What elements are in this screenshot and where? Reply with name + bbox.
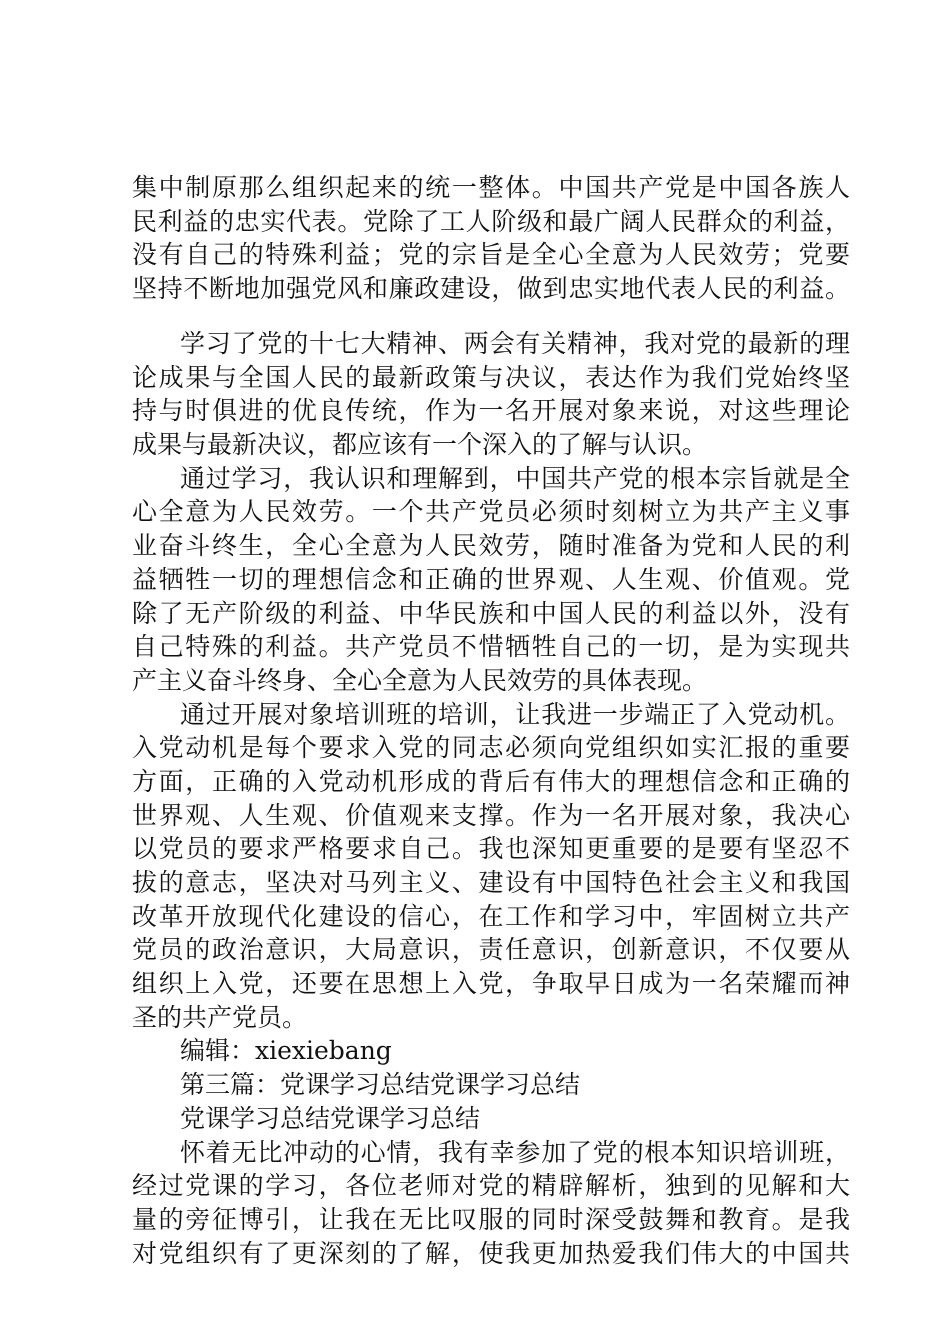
paragraph-party-class: [132, 1136, 850, 1271]
paragraph-continuation: [132, 171, 850, 306]
text-line: 经过党课的学习，各位老师对党的精辟解析，独到的见解和大: [132, 1171, 850, 1201]
text-line: 量的旁征博引，让我在无比叹服的同时深受鼓舞和教育。是我: [132, 1204, 850, 1234]
paragraph-motivation: [132, 698, 850, 1035]
text-line: 学习了党的十七大精神、两会有关精神，我对党的最新的理: [180, 329, 850, 358]
text-line: 通过学习，我认识和理解到，中国共产党的根本宗旨就是全: [180, 463, 850, 493]
section-subheading: [132, 1102, 850, 1136]
text-line: 党员的政治意识，大局意识，责任意识，创新意识，不仅要从: [132, 935, 850, 965]
paragraph-study-spirit: [132, 327, 850, 462]
text-line: 组织上入党，还要在思想上入党，争取早日成为一名荣耀而神: [132, 969, 850, 999]
text-line: 持与时俱进的优良传统，作为一名开展对象来说，对这些理论: [132, 396, 850, 426]
text-line: 业奋斗终生，全心全意为人民效劳，随时准备为党和人民的利: [132, 531, 850, 561]
text-line: 坚持不断地加强党风和廉政建设，做到忠实地代表人民的利益。: [132, 274, 850, 304]
text-line: 以党员的要求严格要求自己。我也深知更重要的是要有坚忍不: [132, 834, 850, 864]
text-line: 对党组织有了更深刻的了解，使我更加热爱我们伟大的中国共: [132, 1238, 850, 1268]
text-line: 拔的意志，坚决对马列主义、建设有中国特色社会主义和我国: [132, 868, 850, 897]
text-line: 自己特殊的利益。共产党员不惜牺牲自己的一切，是为实现共: [132, 632, 850, 662]
text-line: 编辑：xiexiebang: [180, 1036, 392, 1066]
text-line: 民利益的忠实代表。党除了工人阶级和最广阔人民群众的利益，: [132, 206, 850, 236]
text-line: 第三篇：党课学习总结党课学习总结: [180, 1070, 581, 1100]
paragraph-party-purpose: [132, 462, 850, 698]
text-line: 怀着无比冲动的心情，我有幸参加了党的根本知识培训班，: [180, 1137, 850, 1167]
document-body: [132, 327, 850, 1270]
text-line: 除了无产阶级的利益、中华民族和中国人民的利益以外，没有: [132, 598, 850, 628]
text-line: 入党动机是每个要求入党的同志必须向党组织如实汇报的重要: [132, 733, 850, 763]
text-line: 通过开展对象培训班的培训，让我进一步端正了入党动机。: [180, 699, 850, 729]
text-line: 产主义奋斗终身、全心全意为人民效劳的具体表现。: [132, 665, 708, 695]
text-line: 党课学习总结党课学习总结: [180, 1103, 481, 1133]
section-heading: [132, 1068, 850, 1102]
text-line: 集中制原那么组织起来的统一整体。中国共产党是中国各族人: [132, 173, 850, 202]
text-line: 益牺牲一切的理想信念和正确的世界观、人生观、价值观。党: [132, 564, 850, 594]
text-line: 论成果与全国人民的最新政策与决议，表达作为我们党始终坚: [132, 362, 850, 392]
editor-line: [132, 1034, 850, 1068]
text-line: 世界观、人生观、价值观来支撑。作为一名开展对象，我决心: [132, 800, 850, 830]
text-line: 圣的共产党员。: [132, 1002, 308, 1032]
text-line: 方面，正确的入党动机形成的背后有伟大的理想信念和正确的: [132, 766, 850, 796]
text-line: 心全意为人民效劳。一个共产党员必须时刻树立为共产主义事: [132, 497, 850, 527]
text-line: 成果与最新决议，都应该有一个深入的了解与认识。: [132, 430, 708, 460]
text-line: 改革开放现代化建设的信心，在工作和学习中，牢固树立共产: [132, 901, 850, 931]
text-line: 没有自己的特殊利益；党的宗旨是全心全意为人民效劳；党要: [132, 240, 850, 270]
